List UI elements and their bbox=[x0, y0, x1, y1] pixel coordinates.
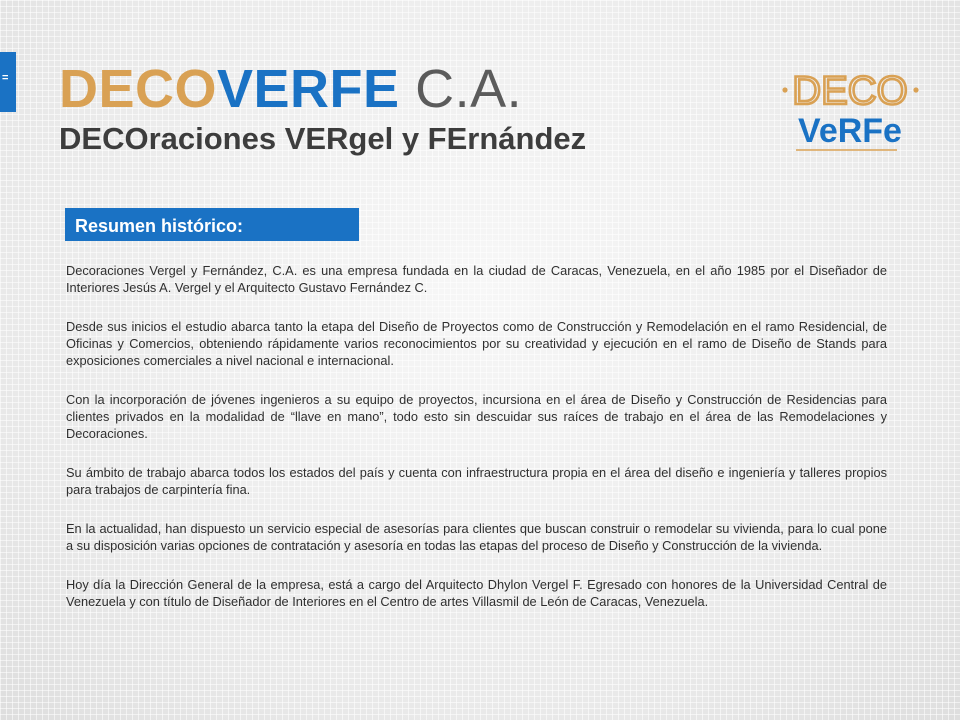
history-paragraph: En la actualidad, han dispuesto un servicio especial de asesorías para clientes que buscan construir o remodelar su vivienda, para lo cual pone a su disposición varias opciones de contratación y asesoría en todas las etapas del proceso de Diseño y Construcción de la vivienda. bbox=[66, 521, 887, 553]
company-logo bbox=[780, 62, 920, 154]
menu-icon: = bbox=[2, 72, 9, 84]
logo-right-dot bbox=[913, 87, 918, 92]
header bbox=[59, 58, 759, 156]
slide-side-tab bbox=[0, 52, 16, 112]
page-subtitle: DECOraciones VERgel y FErnández bbox=[59, 121, 587, 156]
title-deco: DECO bbox=[59, 59, 218, 119]
history-paragraph: Desde sus inicios el estudio abarca tanto la etapa del Diseño de Proyectos como de Construcción y Remodelación en el ramo Residencial, de Oficinas y Comercios, obteniendo rápidamente varios reconocimientos por su creatividad y ejecución en el ramo de Diseño de Stands para exposiciones comerciales a nivel nacional e internacional. bbox=[66, 319, 887, 368]
logo-top-text: DECO bbox=[792, 69, 908, 113]
section-label: Resumen histórico: bbox=[65, 208, 359, 241]
logo-bottom-text: VeRFe bbox=[798, 112, 902, 150]
history-paragraph: Decoraciones Vergel y Fernández, C.A. es una empresa fundada en la ciudad de Caracas, Venezuela, en el año 1985 por el Diseñador de Interiores Jesús A. Vergel y el Arquitecto Gustavo Fernández C. bbox=[66, 263, 887, 295]
history-paragraph: Hoy día la Dirección General de la empresa, está a cargo del Arquitecto Dhylon Vergel F. Egresado con honores de la Universidad Central de Venezuela y con título de Diseñador de Interiores en el Centro de artes Villasmil de León de Caracas, Venezuela. bbox=[66, 577, 887, 609]
history-paragraph: Con la incorporación de jóvenes ingenieros a su equipo de proyectos, incursiona en el área de Diseño y Construcción de Residencias para clientes privados en la modalidad de “llave en mano”, todo esto sin descuidar sus raíces de trabajo en el área de las Remodelaciones y Decoraciones. bbox=[66, 392, 887, 441]
history-body bbox=[66, 262, 887, 632]
title-ca: C.A. bbox=[399, 59, 523, 119]
history-paragraph: Su ámbito de trabajo abarca todos los estados del país y cuenta con infraestructura propia en el área del diseño e ingeniería y talleres propios para trabajos de carpintería fina. bbox=[66, 465, 887, 497]
page-title bbox=[59, 58, 759, 120]
title-verfe: VERFE bbox=[217, 59, 400, 119]
logo-left-dot bbox=[782, 87, 787, 92]
